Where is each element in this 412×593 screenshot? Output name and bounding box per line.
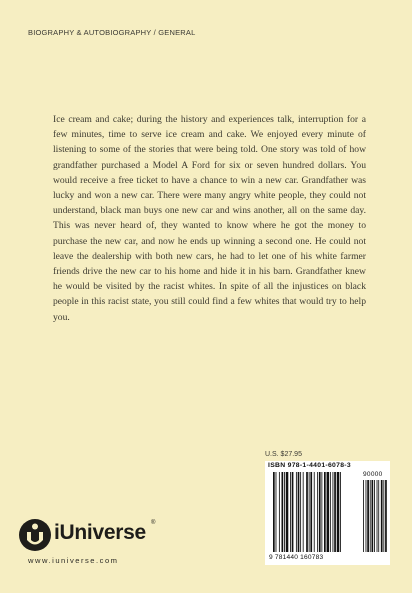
price-label: U.S. $27.95 — [265, 451, 302, 458]
iuniverse-logo-icon — [18, 518, 52, 552]
publisher-logo — [18, 518, 178, 554]
barcode-bars — [265, 470, 390, 554]
registered-mark: ® — [151, 520, 156, 526]
isbn-barcode — [265, 461, 390, 565]
category-label: BIOGRAPHY & AUTOBIOGRAPHY / GENERAL — [28, 28, 196, 37]
back-cover-blurb: Ice cream and cake; during the history and experiences talk, interruption for a few minutes, time to serve ice cream and cake. We enjoyed every minute of listening to some of the stories that were being told. One story was told of how grandfather purchased a Model A Ford for six or seven hundred dollars. You would receive a free ticket to have a chance to win a new car. Grandfather was lucky and won a new car. There were many angry white people, they could not understand, black man buys one new car and wins another, all on the same day. This was never heard of, they wanted to know where he got the money to purchase the new car, and now he ends up winning a second one. He could not leave the dealership with both new cars, he had to let one of his white farmer friends drive the new car to his home and hide it in his barn. Grandfather knew he would be visited by the racist whites. In spite of all the injustices on black people in this racist state, you still could find a few whites that would try to help you. — [53, 114, 366, 323]
barcode-ean-number: 9 781440 160783 — [269, 554, 324, 561]
publisher-website: www.iuniverse.com — [28, 556, 119, 565]
barcode-addon-number: 90000 — [363, 471, 383, 478]
isbn-label: ISBN 978-1-4401-6078-3 — [268, 462, 351, 469]
publisher-name: iUniverse — [54, 521, 146, 544]
